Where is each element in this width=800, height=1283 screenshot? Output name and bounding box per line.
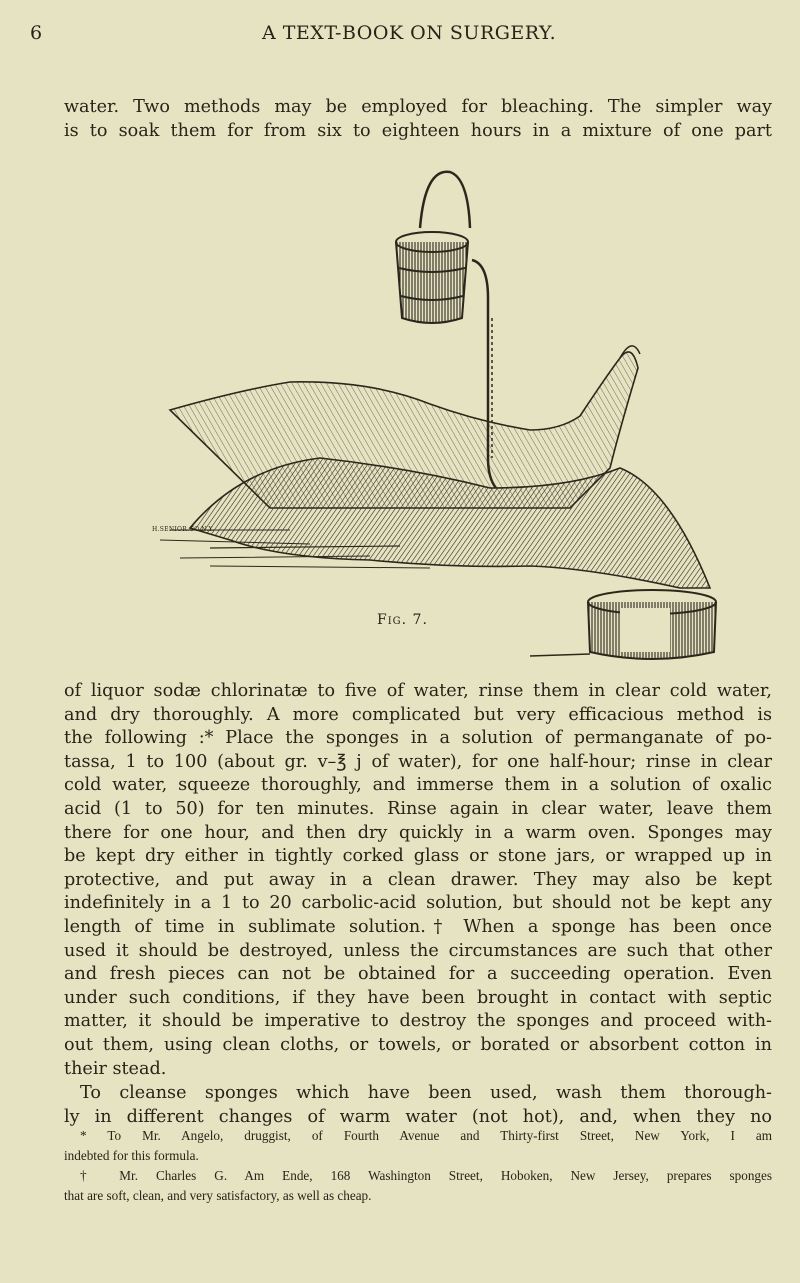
text-line: and dry thoroughly. A more complicated but very efficacious method is bbox=[64, 704, 772, 725]
text-line: ly in different changes of warm water (not hot), and, when they no bbox=[64, 1106, 772, 1127]
text-line: their stead. bbox=[64, 1058, 167, 1079]
text-line: out them, using clean cloths, or towels, or borated or absorbent cotton in bbox=[64, 1034, 772, 1055]
text-line: under such conditions, if they have been brought in contact with septic bbox=[64, 987, 772, 1008]
figure-caption: Fig. 7. bbox=[377, 612, 428, 628]
footnote-star-line: indebted for this formula. bbox=[64, 1148, 199, 1163]
text-line: acid (1 to 50) for ten minutes. Rinse again in clear water, leave them bbox=[64, 798, 772, 819]
text-line: water. Two methods may be employed for bleaching. The simpler way bbox=[64, 97, 772, 117]
text-line: of liquor sodæ chlorinatæ to five of water, rinse them in clear cold water, bbox=[64, 681, 772, 701]
figure-illustration bbox=[150, 168, 730, 670]
page-number: 6 bbox=[30, 22, 43, 44]
intro-paragraph bbox=[64, 96, 772, 143]
footnote-star-line: * To Mr. Angelo, druggist, of Fourth Avenue and Thirty-first Street, New York, I am bbox=[80, 1128, 772, 1143]
running-header bbox=[30, 22, 770, 48]
engraver-signature: H.SENIOR.CO.N.Y. bbox=[152, 526, 215, 533]
main-paragraph bbox=[64, 680, 772, 1081]
text-line: length of time in sublimate solution.† When a sponge has been once bbox=[64, 916, 772, 937]
footnotes bbox=[64, 1126, 772, 1206]
footnote-dagger-line: † Mr. Charles G. Am Ende, 168 Washington Street, Hoboken, New Jersey, prepares sponges bbox=[80, 1168, 772, 1183]
footnote-dagger-line: that are soft, clean, and very satisfactory, as well as cheap. bbox=[64, 1188, 372, 1203]
text-line: matter, it should be imperative to destroy the sponges and proceed with- bbox=[64, 1011, 772, 1032]
text-line: protective, and put away in a clean drawer. They may also be kept bbox=[64, 869, 772, 890]
text-line: indefinitely in a 1 to 20 carbolic-acid solution, but should not be kept any bbox=[64, 893, 772, 914]
text-line: is to soak them for from six to eighteen hours in a mixture of one part bbox=[64, 120, 772, 141]
running-title: A TEXT-BOOK ON SURGERY. bbox=[262, 22, 557, 44]
sponge-irrigation-engraving bbox=[150, 168, 730, 670]
text-line: be kept dry either in tightly corked glass or stone jars, or wrapped up in bbox=[64, 846, 772, 867]
text-line: there for one hour, and then dry quickly in a warm oven. Sponges may bbox=[64, 822, 772, 843]
text-line: used it should be destroyed, unless the circumstances are such that other bbox=[64, 940, 772, 961]
text-line: and fresh pieces can not be obtained for a succeeding operation. Even bbox=[64, 964, 772, 985]
text-line: tassa, 1 to 100 (about gr. v–℥ j of water), for one half-hour; rinse in clear bbox=[64, 751, 772, 772]
text-line: To cleanse sponges which have been used, wash them thorough- bbox=[80, 1083, 772, 1103]
text-line: the following :* Place the sponges in a solution of permanganate of po- bbox=[64, 728, 772, 749]
leg-on-sheet bbox=[160, 346, 710, 588]
second-paragraph bbox=[64, 1082, 772, 1129]
text-line: cold water, squeeze thoroughly, and immerse them in a solution of oxalic bbox=[64, 775, 772, 796]
drainage-basin bbox=[530, 590, 716, 659]
